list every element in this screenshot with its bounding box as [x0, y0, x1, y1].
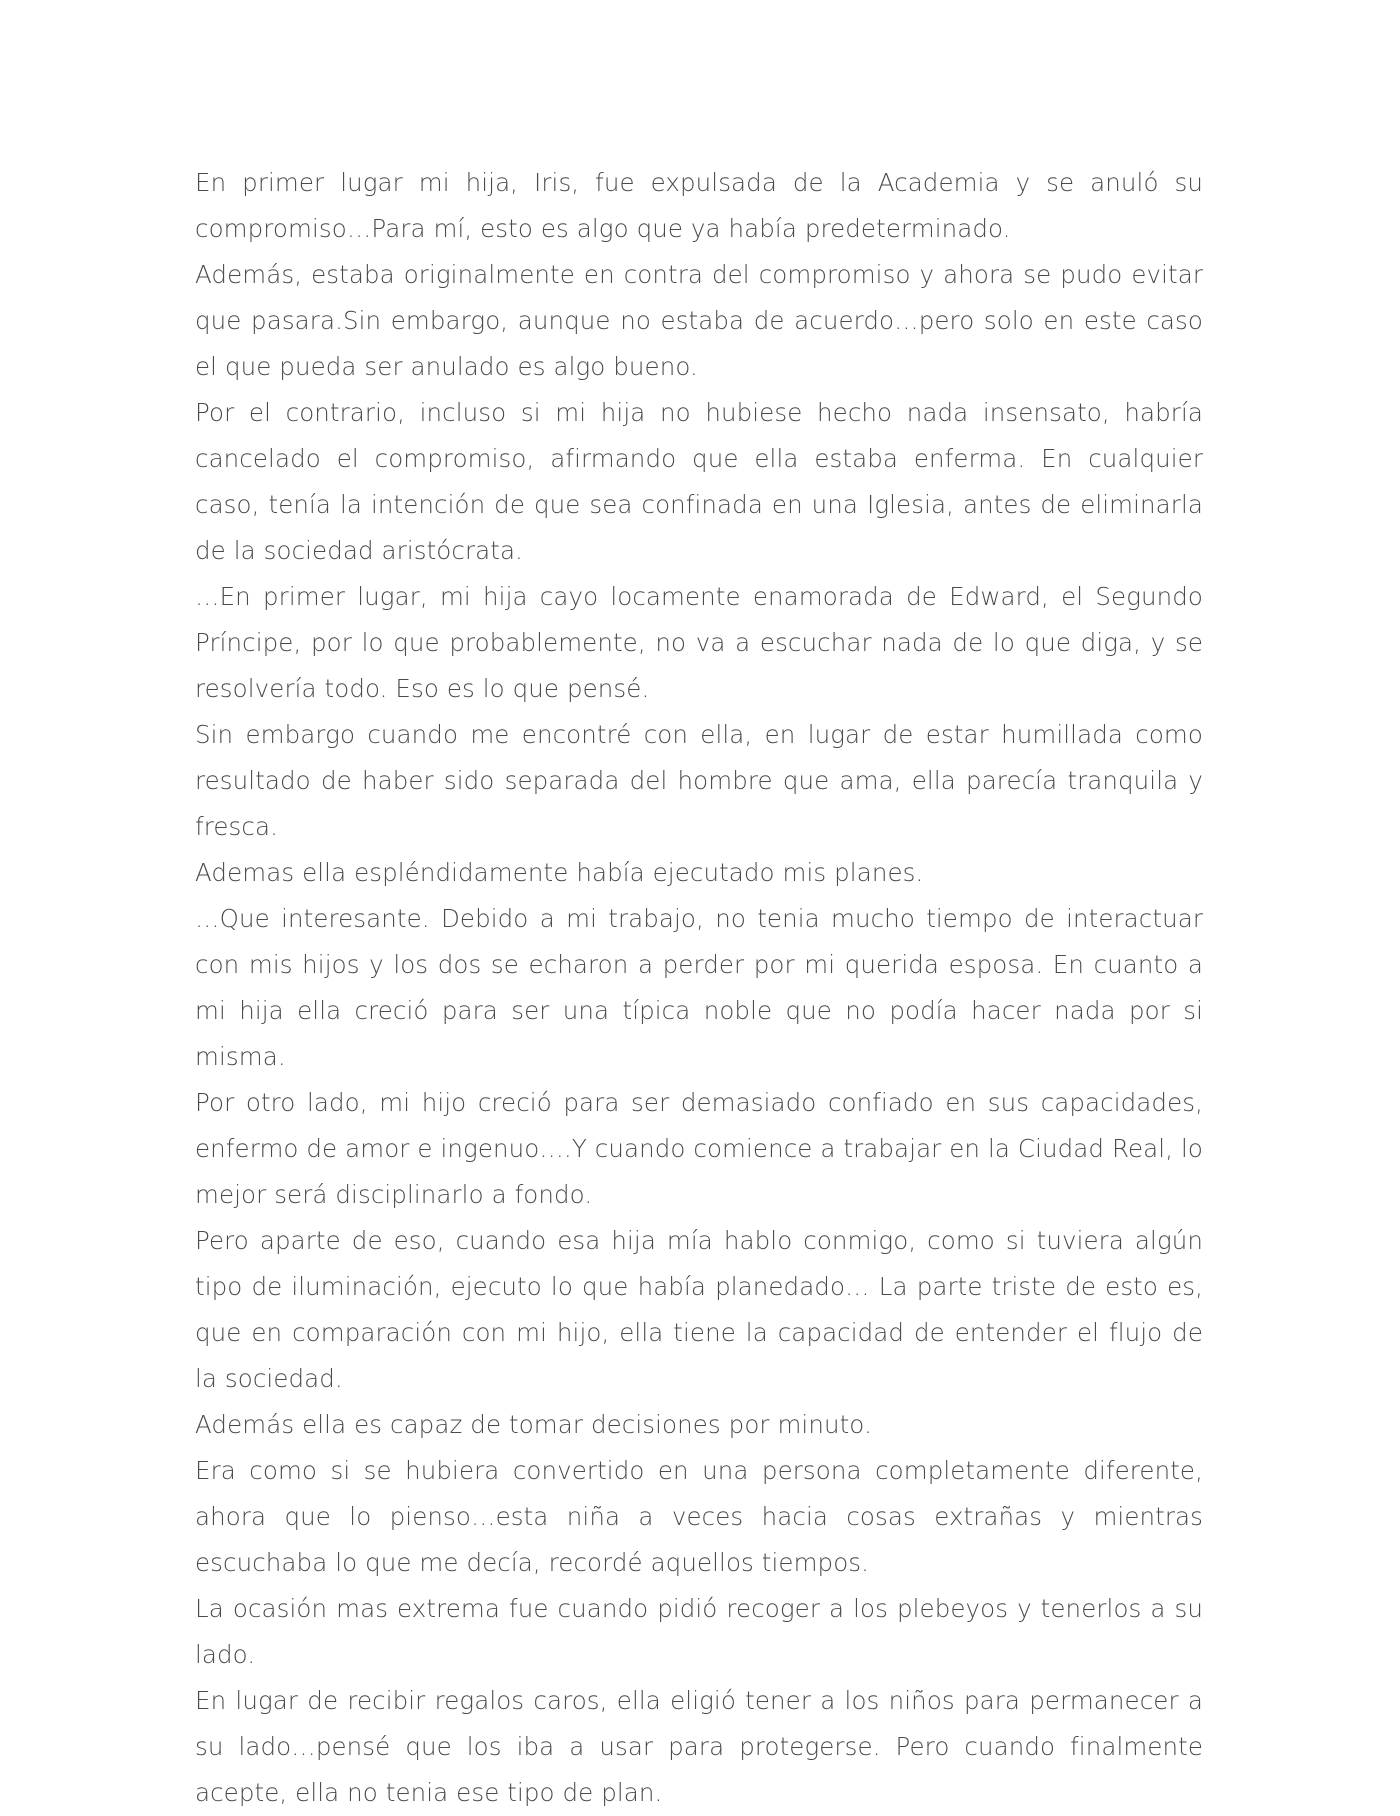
paragraph: Ademas ella espléndidamente había ejecutado mis planes. — [195, 858, 924, 887]
paragraph: En lugar de recibir regalos caros, ella eligió tener a los niños para permanecer a su lado…pensé que los iba a usar para protegerse. Pero cuando finalmente acepte, ella no tenia ese tipo de plan. — [195, 1686, 1203, 1807]
paragraph: En primer lugar mi hija, Iris, fue expulsada de la Academia y se anuló su compromiso…Para mí, esto es algo que ya había predeterminado. — [195, 168, 1203, 243]
paragraph: Era como si se hubiera convertido en una persona completamente diferente, ahora que lo pienso…esta niña a veces hacia cosas extrañas y mientras escuchaba lo que me decía, recordé aquellos tiempos. — [195, 1456, 1203, 1577]
paragraph: Sin embargo cuando me encontré con ella, en lugar de estar humillada como resultado de haber sido separada del hombre que ama, ella parecía tranquila y fresca. — [195, 720, 1203, 841]
paragraph: La ocasión mas extrema fue cuando pidió recoger a los plebeyos y tenerlos a su lado. — [195, 1594, 1203, 1669]
paragraph: Pero aparte de eso, cuando esa hija mía hablo conmigo, como si tuviera algún tipo de iluminación, ejecuto lo que había planedado… La parte triste de esto es, que en comparación con mi hijo, ella tiene la capacidad de entender el flujo de la sociedad. — [195, 1226, 1203, 1393]
paragraph: Además ella es capaz de tomar decisiones por minuto. — [195, 1410, 872, 1439]
paragraph: Además, estaba originalmente en contra del compromiso y ahora se pudo evitar que pasara.Sin embargo, aunque no estaba de acuerdo…pero solo en este caso el que pueda ser anulado es algo bueno. — [195, 260, 1203, 381]
paragraph: Por otro lado, mi hijo creció para ser demasiado confiado en sus capacidades, enfermo de amor e ingenuo….Y cuando comience a trabajar en la Ciudad Real, lo mejor será disciplinarlo a fondo. — [195, 1088, 1203, 1209]
paragraph: …En primer lugar, mi hija cayo locamente enamorada de Edward, el Segundo Príncipe, por lo que probablemente, no va a escuchar nada de lo que diga, y se resolvería todo. Eso es lo que pensé. — [195, 582, 1203, 703]
paragraph: …Que interesante. Debido a mi trabajo, no tenia mucho tiempo de interactuar con mis hijos y los dos se echaron a perder por mi querida esposa. En cuanto a mi hija ella creció para ser una típica noble que no podía hacer nada por si misma. — [195, 904, 1203, 1071]
paragraph: Por el contrario, incluso si mi hija no hubiese hecho nada insensato, habría cancelado el compromiso, afirmando que ella estaba enferma. En cualquier caso, tenía la intención de que sea confinada en una Iglesia, antes de eliminarla de la sociedad aristócrata. — [195, 398, 1203, 565]
document-body — [195, 160, 1203, 1816]
